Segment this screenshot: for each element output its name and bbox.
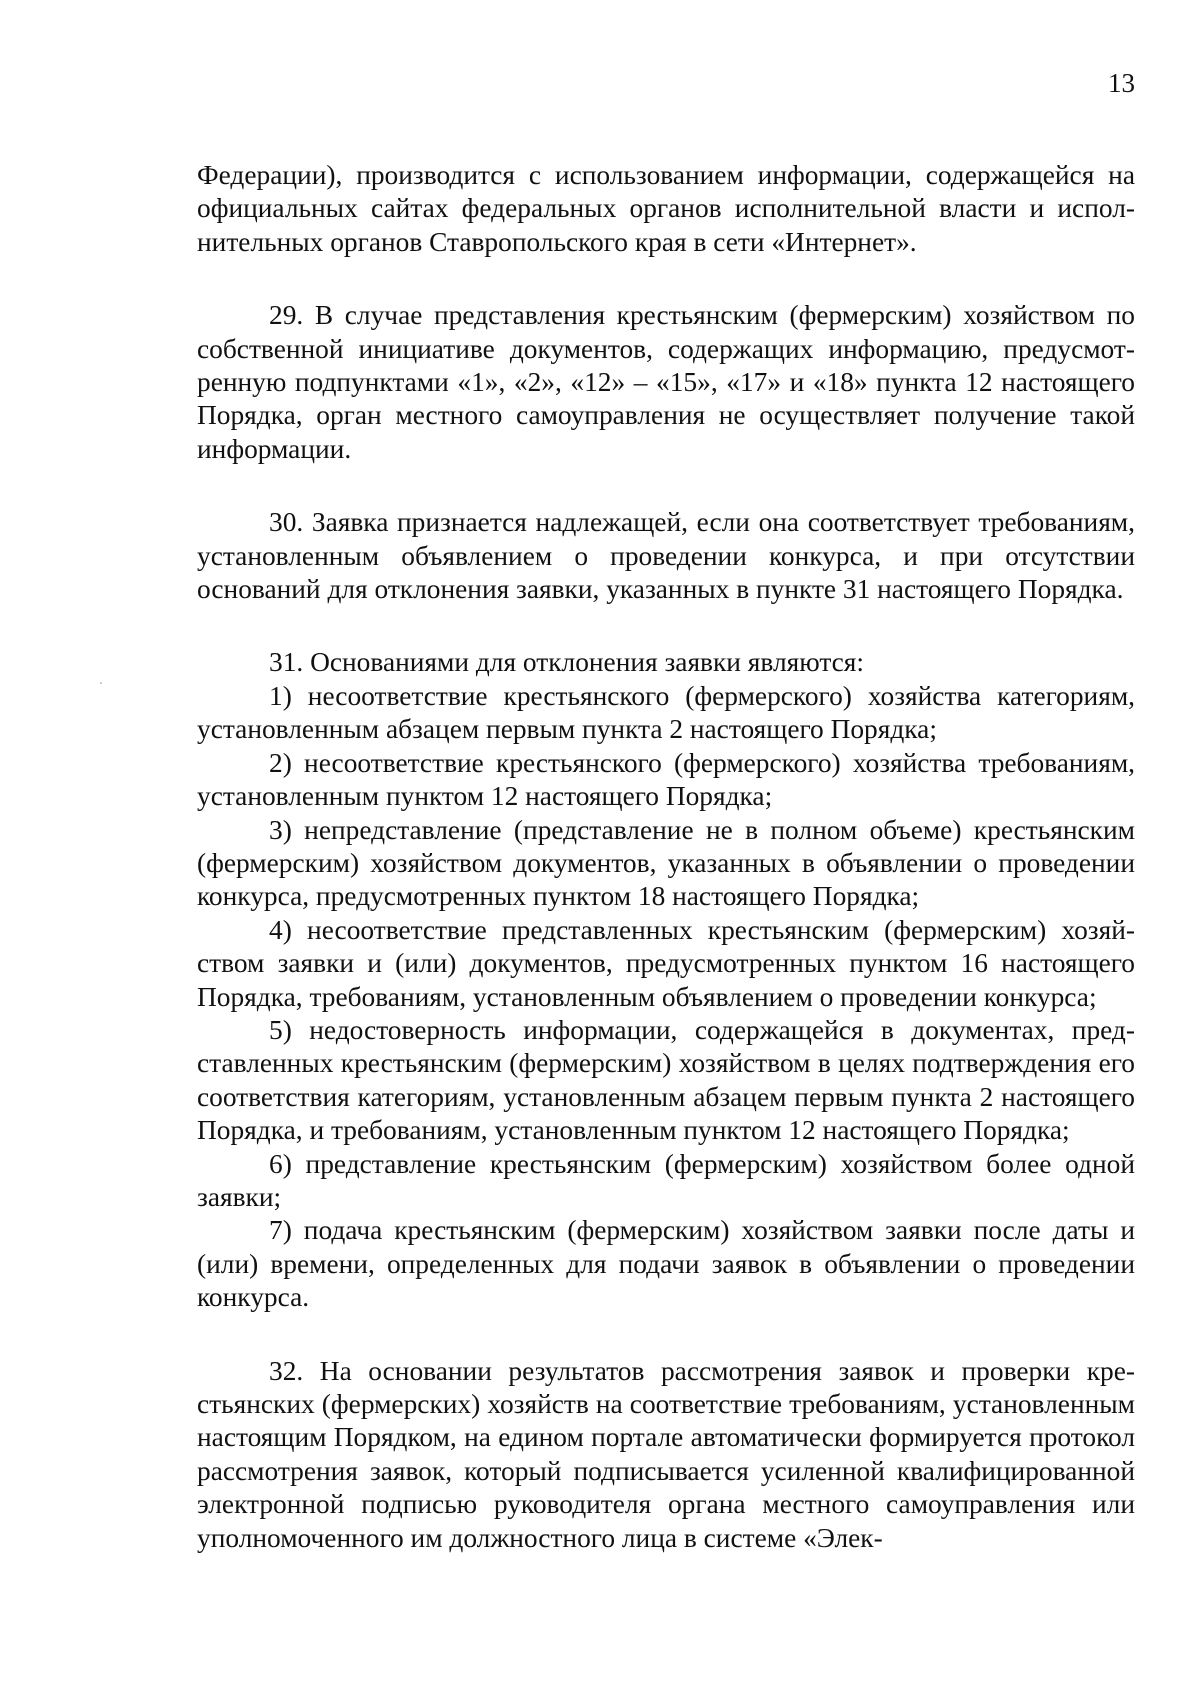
subitem-31-1: 1) несоответствие крестьянского (фермерского) хозяйства категориям, установленным абзацем первым пункта 2 настоящего Порядка;	[197, 680, 1135, 745]
subitem-31-4: 4) несоответствие представленных крестьянским (фермерским) хозяйством заявки и (или) документов, предусмотренных пунктом 16 настоящего Порядка, требованиям, установленным объявлением о проведении конкурса;	[197, 914, 1135, 1012]
subitem-31-5: 5) недостоверность информации, содержащейся в документах, представленных крестьянским (фермерским) хозяйством в целях подтверждения его соответствия категориям, установленным абзацем первым пункта 2 настоящего Порядка, и требованиям, установленным пунктом 12 настоящего Порядка;	[197, 1014, 1135, 1146]
subitem-31-3: 3) непредставление (представление не в полном объеме) крестьянским (фермерским) хозяйством документов, указанных в объявлении о проведении конкурса, предусмотренных пунктом 18 настоящего Порядка;	[197, 814, 1135, 912]
paragraph-item-31: 31. Основаниями для отклонения заявки являются:	[269, 647, 864, 678]
paragraph-item-30: 30. Заявка признается надлежащей, если она соответствует требованиям, установленным объявлением о проведении конкурса, и при отсутствии оснований для отклонения заявки, указанных в пункте 31 настоящего Порядка.	[197, 507, 1135, 605]
paragraph-item-29: 29. В случае представления крестьянским (фермерским) хозяйством по собственной инициативе документов, содержащих информацию, предусмотренную подпунктами «1», «2», «12» – «15», «17» и «18» пункта 12 настоящего Порядка, орган местного самоуправления не осуществляет получение такой информации.	[197, 300, 1135, 464]
subitem-31-7: 7) подача крестьянским (фермерским) хозяйством заявки после даты и (или) времени, определенных для подачи заявок в объявлении о проведении конкурса.	[197, 1215, 1135, 1313]
subitem-31-2: 2) несоответствие крестьянского (фермерского) хозяйства требованиям, установленным пунктом 12 настоящего Порядка;	[197, 747, 1135, 812]
subitem-31-6: 6) представление крестьянским (фермерским) хозяйством более одной заявки;	[197, 1148, 1135, 1212]
page-number: 13	[1108, 68, 1135, 98]
scan-speck	[100, 682, 102, 684]
document-body	[197, 159, 1135, 1555]
paragraph-continuation: Федерации), производится с использованием информации, содержащейся на официальных сайтах федеральных органов исполнительной власти и исполнительных органов Ставропольского края в сети «Интернет».	[197, 160, 1135, 257]
paragraph-item-32: 32. На основании результатов рассмотрения заявок и проверки крестьянских (фермерских) хозяйств на соответствие требованиям, установленным настоящим Порядком, на едином портале автоматически формируется протокол рассмотрения заявок, который подписывается усиленной квалифицированной электронной подписью руководителя органа местного самоуправления или уполномоченного им должностного лица в системе «Элек-	[197, 1355, 1135, 1553]
